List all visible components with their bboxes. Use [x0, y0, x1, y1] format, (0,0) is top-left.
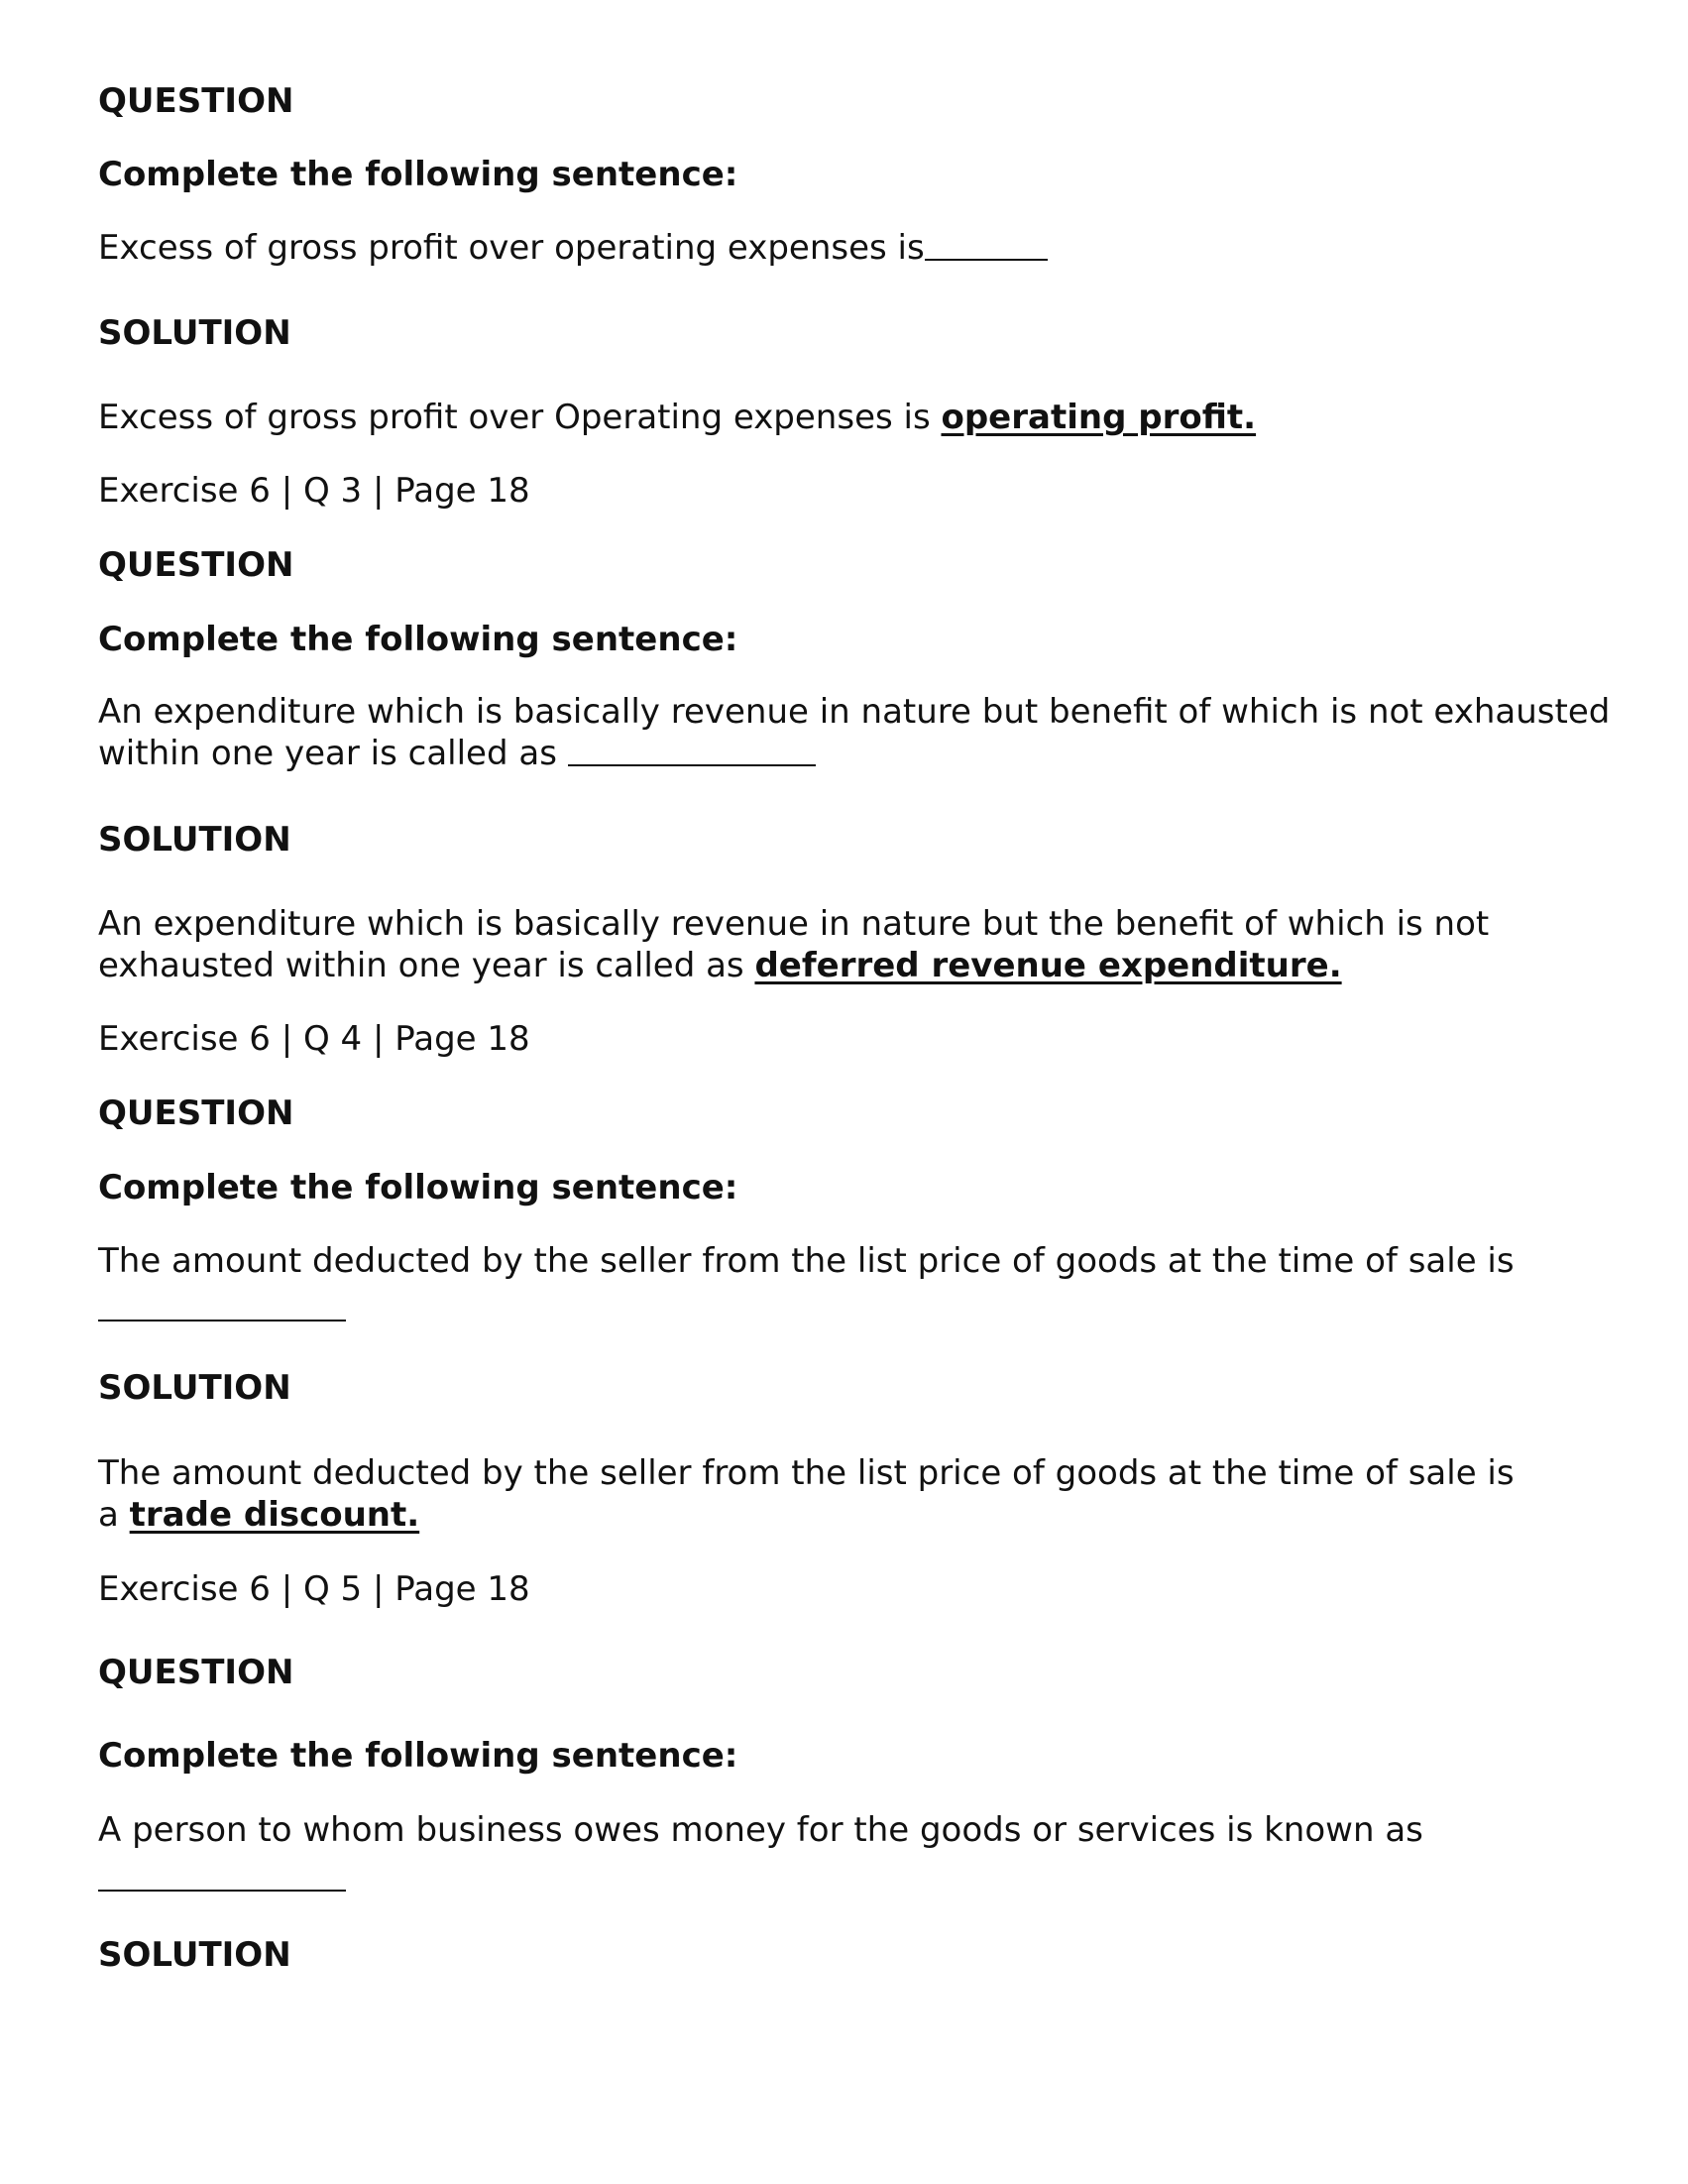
question-text-content: Excess of gross profit over operating expenses is	[98, 228, 925, 268]
question-instruction: Complete the following sentence:	[98, 1736, 738, 1776]
solution-answer: trade discount.	[129, 1495, 420, 1535]
question-instruction: Complete the following sentence:	[98, 620, 738, 659]
document-page	[98, 0, 1611, 2184]
question-text: A person to whom business owes money for the goods or services is known as	[98, 1810, 1423, 1850]
solution-heading: SOLUTION	[98, 313, 291, 353]
answer-blank	[98, 1890, 346, 1892]
solution-text-content: Excess of gross profit over Operating expenses is	[98, 398, 942, 437]
exercise-reference: Exercise 6 | Q 4 | Page 18	[98, 1019, 530, 1059]
question-text-content: within one year is called as	[98, 734, 568, 773]
solution-text-line-2	[98, 945, 1342, 986]
question-instruction: Complete the following sentence:	[98, 155, 738, 194]
question-heading: QUESTION	[98, 81, 294, 121]
question-heading: QUESTION	[98, 545, 294, 585]
answer-blank	[568, 764, 816, 766]
answer-blank	[925, 259, 1048, 261]
solution-answer: deferred revenue expenditure.	[754, 946, 1342, 985]
exercise-reference: Exercise 6 | Q 3 | Page 18	[98, 471, 530, 511]
solution-heading: SOLUTION	[98, 1935, 291, 1975]
question-heading: QUESTION	[98, 1093, 294, 1133]
solution-heading: SOLUTION	[98, 1368, 291, 1408]
question-heading: QUESTION	[98, 1653, 294, 1692]
solution-text	[98, 397, 1256, 438]
solution-text-line-1: The amount deducted by the seller from the list price of goods at the time of sale is	[98, 1453, 1515, 1493]
answer-blank	[98, 1320, 346, 1322]
solution-heading: SOLUTION	[98, 820, 291, 860]
exercise-reference: Exercise 6 | Q 5 | Page 18	[98, 1569, 530, 1609]
question-text	[98, 227, 1048, 269]
question-text: The amount deducted by the seller from the list price of goods at the time of sale is	[98, 1241, 1515, 1281]
solution-text-content: a	[98, 1495, 130, 1535]
solution-text-line-2	[98, 1494, 419, 1536]
solution-text-line-1: An expenditure which is basically revenue in nature but the benefit of which is not	[98, 904, 1490, 944]
question-text-line-2	[98, 733, 816, 774]
solution-answer: operating profit.	[941, 398, 1257, 437]
question-instruction: Complete the following sentence:	[98, 1168, 738, 1207]
question-text-line-1: An expenditure which is basically revenue in nature but benefit of which is not exhausted	[98, 692, 1611, 732]
solution-text-content: exhausted within one year is called as	[98, 946, 755, 985]
